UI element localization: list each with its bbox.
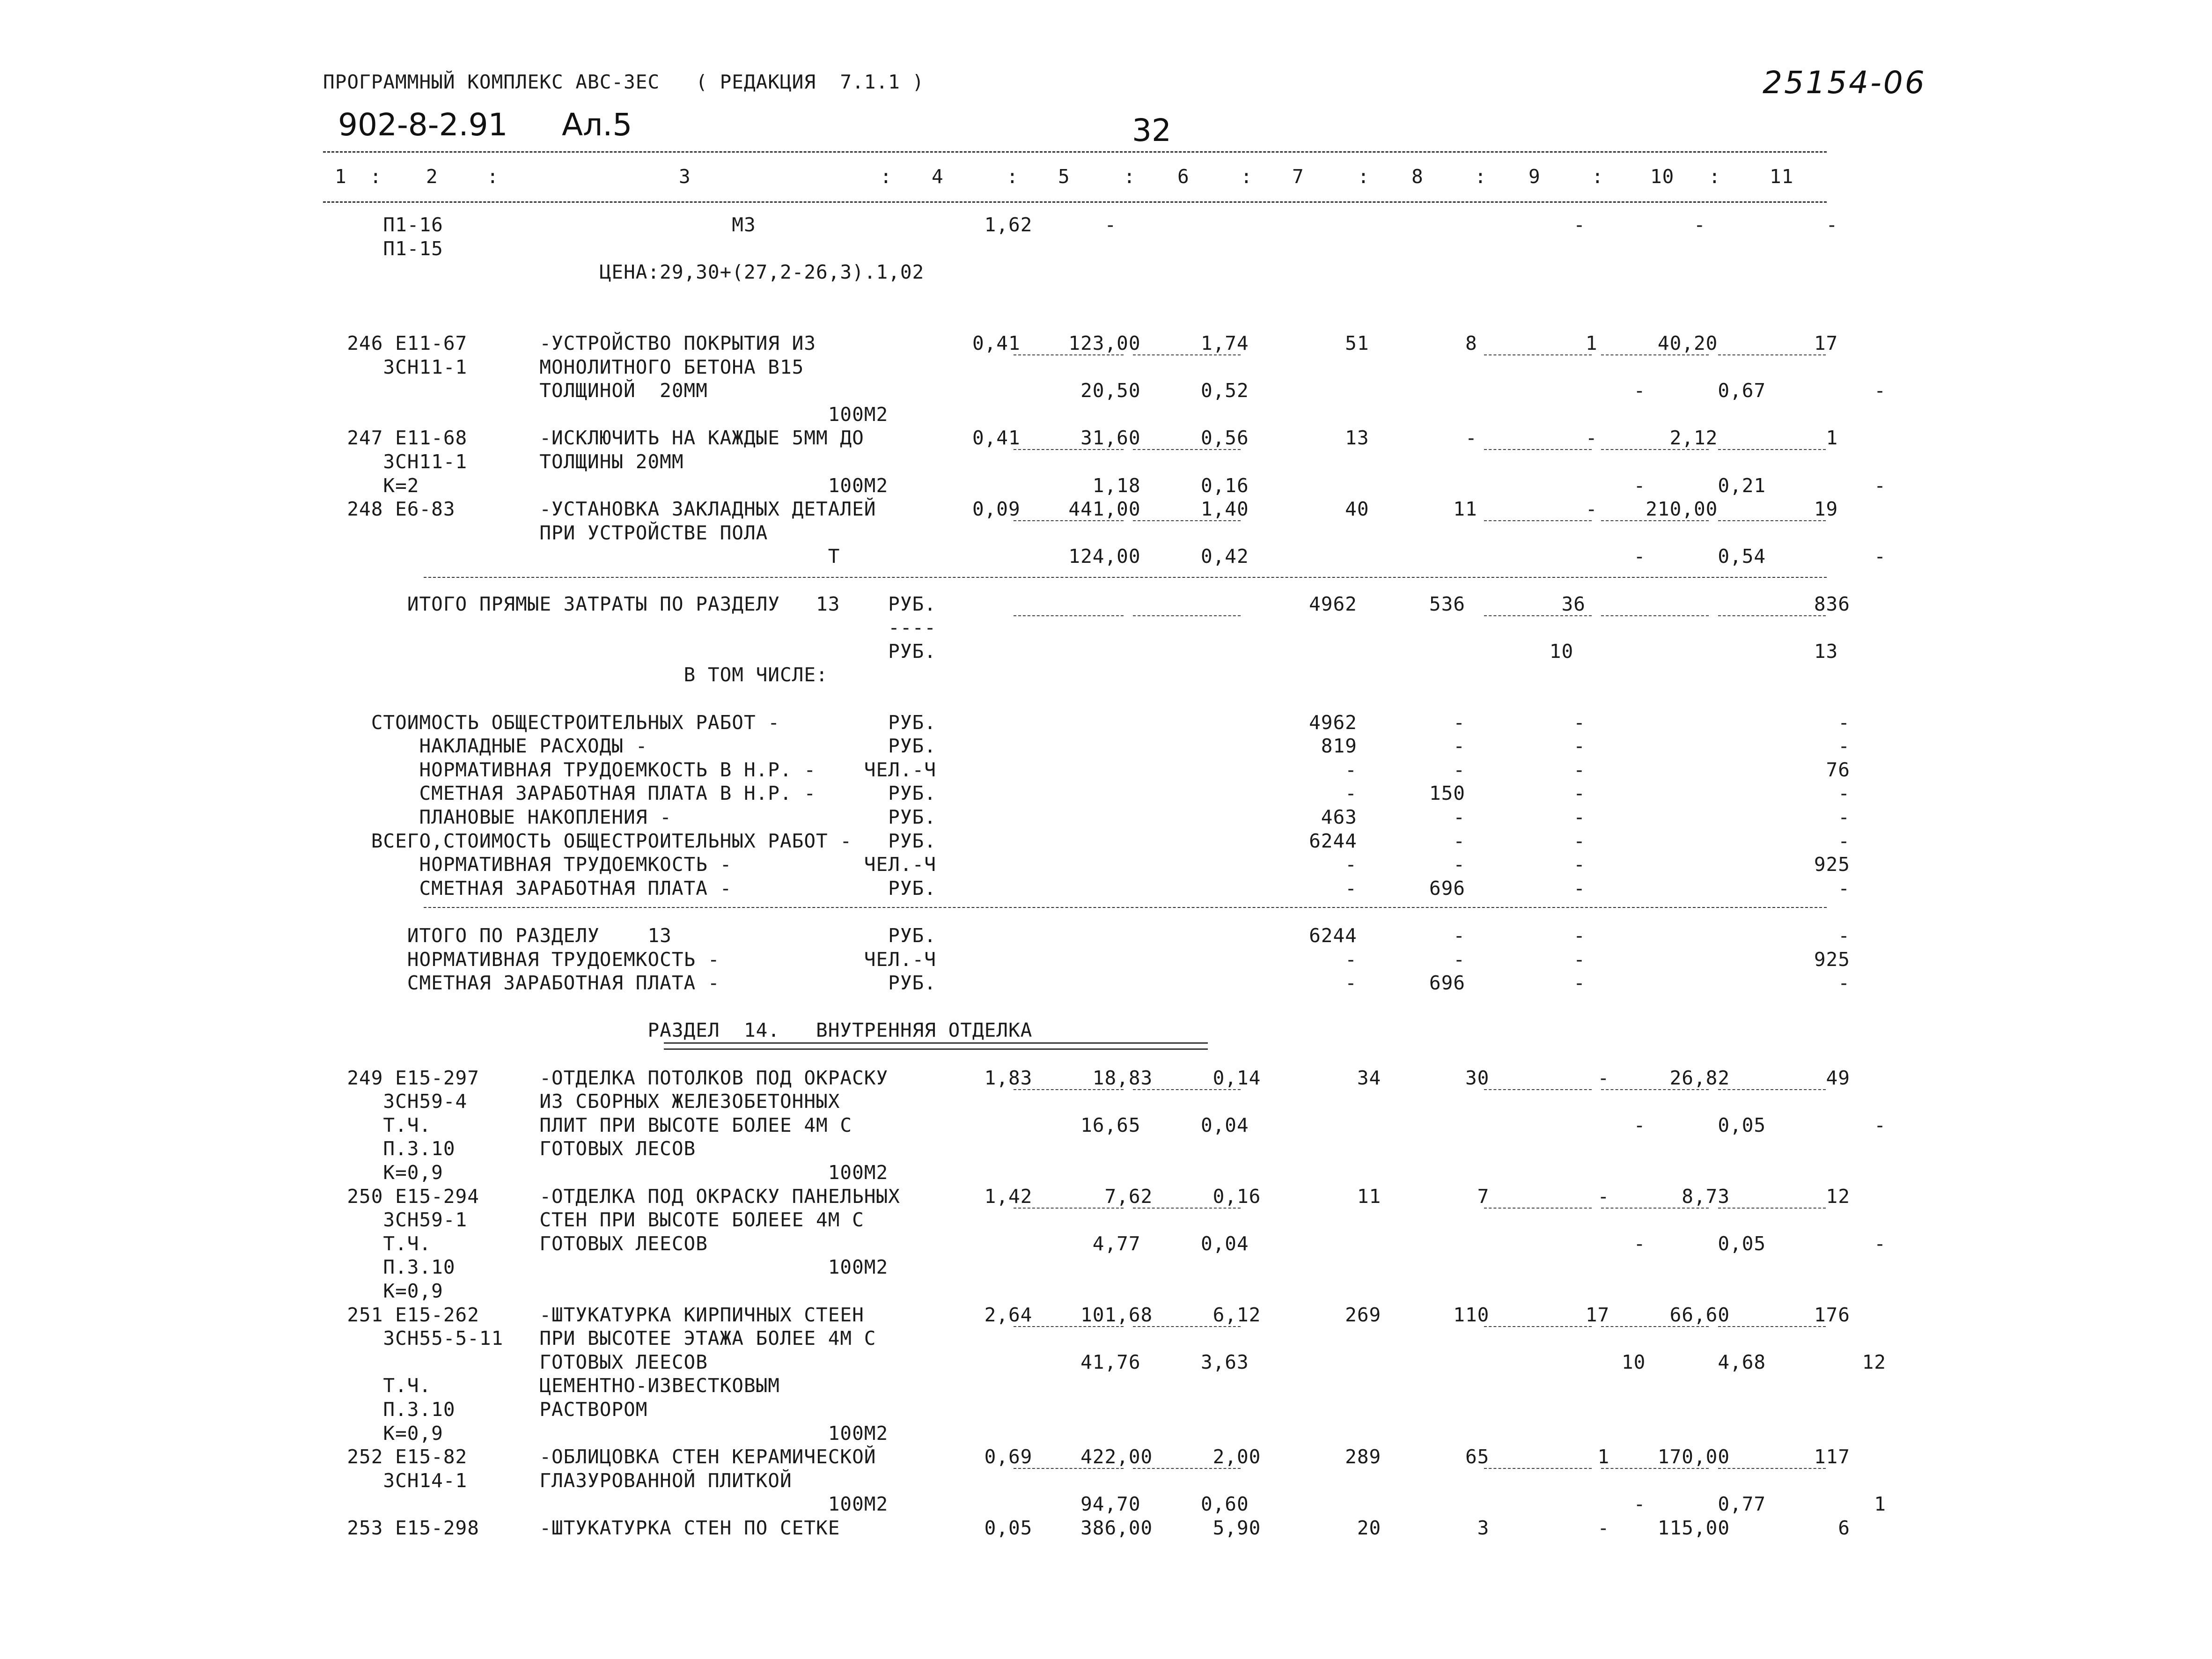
subtotal-rule xyxy=(1014,449,1124,450)
table-line: НОРМАТИВНАЯ ТРУДОЕМКОСТЬ В Н.Р. - ЧЕЛ.-Ч - - - 76 xyxy=(323,758,1850,781)
table-line: ГОТОВЫХ ЛЕЕСОВ 41,76 3,63 10 4,68 12 xyxy=(323,1350,1886,1373)
subtotal-rule xyxy=(1484,615,1592,616)
table-line: ВСЕГО,СТОИМОСТЬ ОБЩЕСТРОИТЕЛЬНЫХ РАБОТ - РУБ. 6244 - - - xyxy=(323,829,1850,852)
page-number: 32 xyxy=(1132,112,1171,148)
subtotal-rule xyxy=(1718,520,1826,521)
table-line: ЗСН11-1 МОНОЛИТНОГО БЕТОНА В15 xyxy=(323,355,804,378)
subtotal-rule xyxy=(1601,354,1709,355)
subtotal-rule xyxy=(1484,354,1592,355)
program-title: ПРОГРАММНЫЙ КОМПЛЕКС АВС-ЗЕС ( РЕДАКЦИЯ 7.1.1 ) xyxy=(323,71,925,93)
subtotal-rule xyxy=(1014,1326,1124,1327)
table-line: ЗСН59-1 СТЕН ПРИ ВЫСОТЕ БОЛЕЕЕ 4М С xyxy=(323,1209,864,1231)
column-number: 4 xyxy=(932,165,944,188)
column-separator: : xyxy=(1592,165,1604,188)
table-line: СМЕТНАЯ ЗАРАБОТНАЯ ПЛАТА - РУБ. - 696 - - xyxy=(323,877,1850,900)
table-line: ЗСН55-5-11 ПРИ ВЫСОТЕЕ ЭТАЖА БОЛЕЕ 4М С xyxy=(323,1327,876,1350)
subtotal-rule xyxy=(1014,354,1124,355)
table-line: Т 124,00 0,42 - 0,54 - xyxy=(323,545,1886,568)
subtotal-rule xyxy=(1133,354,1241,355)
table-line: ИТОГО ПО РАЗДЕЛУ 13 РУБ. 6244 - - - xyxy=(323,924,1850,947)
subtotal-rule xyxy=(1133,449,1241,450)
column-number: 7 xyxy=(1292,165,1304,188)
column-separator: : xyxy=(1358,165,1370,188)
table-line: ПРИ УСТРОЙСТВЕ ПОЛА xyxy=(323,521,768,544)
table-line: ТОЛЩИНОЙ 20ММ 20,50 0,52 - 0,67 - xyxy=(323,379,1886,402)
table-line: СМЕТНАЯ ЗАРАБОТНАЯ ПЛАТА - РУБ. - 696 - - xyxy=(323,972,1850,995)
table-line: 249 Е15-297 -ОТДЕЛКА ПОТОЛКОВ ПОД ОКРАСКУ 1,83 18,83 0,14 34 30 - 26,82 49 xyxy=(323,1066,1850,1089)
subtotal-rule xyxy=(1718,1089,1826,1090)
column-separator: : xyxy=(1124,165,1136,188)
table-line: РАЗДЕЛ 14. ВНУТРЕННЯЯ ОТДЕЛКА xyxy=(323,1019,1033,1042)
subtotal-rule xyxy=(1014,1089,1124,1090)
column-number: 5 xyxy=(1058,165,1070,188)
table-line: 248 Е6-83 -УСТАНОВКА ЗАКЛАДНЫХ ДЕТАЛЕЙ 0,09 441,00 1,40 40 11 - 210,00 19 xyxy=(323,498,1838,521)
column-separator: : xyxy=(1241,165,1253,188)
subtotal-rule xyxy=(1601,1089,1709,1090)
section-rule-2 xyxy=(424,907,1827,908)
subtotal-rule xyxy=(1133,1208,1241,1209)
subtotal-rule xyxy=(1014,615,1124,616)
table-line: 251 Е15-262 -ШТУКАТУРКА КИРПИЧНЫХ СТЕЕН 2,64 101,68 6,12 269 110 17 66,60 176 xyxy=(323,1303,1850,1326)
subtotal-rule xyxy=(1133,615,1241,616)
table-line: ЗСН11-1 ТОЛЩИНЫ 20ММ xyxy=(323,450,684,473)
table-line: Т.Ч. ПЛИТ ПРИ ВЫСОТЕ БОЛЕЕ 4М С 16,65 0,04 - 0,05 - xyxy=(323,1113,1886,1136)
column-number: 9 xyxy=(1529,165,1541,188)
subtotal-rule xyxy=(1014,1208,1124,1209)
column-separator: : xyxy=(370,165,382,188)
subtotal-rule xyxy=(1484,449,1592,450)
table-line: В ТОМ ЧИСЛЕ: xyxy=(323,664,828,686)
table-line: ЗСН59-4 ИЗ СБОРНЫХ ЖЕЛЕЗОБЕТОННЫХ xyxy=(323,1090,840,1113)
section-title-underline xyxy=(664,1042,1208,1050)
subtotal-rule xyxy=(1484,1468,1592,1469)
subtotal-rule xyxy=(1601,1468,1709,1469)
table-line: 253 Е15-298 -ШТУКАТУРКА СТЕН ПО СЕТКЕ 0,05 386,00 5,90 20 3 - 115,00 6 xyxy=(323,1517,1850,1539)
table-line: 252 Е15-82 -ОБЛИЦОВКА СТЕН КЕРАМИЧЕСКОЙ 0,69 422,00 2,00 289 65 1 170,00 117 xyxy=(323,1445,1850,1468)
subtotal-rule xyxy=(1601,615,1709,616)
subtotal-rule xyxy=(1718,1468,1826,1469)
table-line: 250 Е15-294 -ОТДЕЛКА ПОД ОКРАСКУ ПАНЕЛЬНЫХ 1,42 7,62 0,16 11 7 - 8,73 12 xyxy=(323,1185,1850,1208)
subtotal-rule xyxy=(1601,1208,1709,1209)
column-separator: : xyxy=(1475,165,1487,188)
subtotal-rule xyxy=(1014,1468,1124,1469)
subtotal-rule xyxy=(1133,1326,1241,1327)
column-number: 8 xyxy=(1411,165,1424,188)
subtotal-rule xyxy=(1718,449,1826,450)
header-rule-top xyxy=(323,151,1827,153)
table-line: П.3.10 100М2 xyxy=(323,1256,889,1279)
table-line: ИТОГО ПРЯМЫЕ ЗАТРАТЫ ПО РАЗДЕЛУ 13 РУБ. 4962 536 36 836 xyxy=(323,592,1850,615)
table-line: 100М2 xyxy=(323,403,889,426)
subtotal-rule xyxy=(1718,1326,1826,1327)
column-number: 11 xyxy=(1770,165,1794,188)
column-number: 3 xyxy=(679,165,691,188)
subtotal-rule xyxy=(1133,520,1241,521)
column-separator: : xyxy=(487,165,499,188)
subtotal-rule xyxy=(1718,615,1826,616)
document-number: 902-8-2.91 xyxy=(338,107,508,143)
table-line: К=0,9 xyxy=(323,1280,443,1302)
table-line: К=0,9 100М2 xyxy=(323,1161,889,1184)
subtotal-rule xyxy=(1133,1468,1241,1469)
table-line: К=0,9 100М2 xyxy=(323,1422,889,1445)
subtotal-rule xyxy=(1014,520,1124,521)
table-line: ЦЕНА:29,30+(27,2-26,3).1,02 xyxy=(323,261,925,284)
column-number: 6 xyxy=(1177,165,1190,188)
table-line: П1-15 xyxy=(323,237,443,260)
table-line: 100М2 94,70 0,60 - 0,77 1 xyxy=(323,1493,1886,1516)
table-line: СМЕТНАЯ ЗАРАБОТНАЯ ПЛАТА В Н.Р. - РУБ. - 150 - - xyxy=(323,782,1850,805)
subtotal-rule xyxy=(1718,1208,1826,1209)
table-line: П.3.10 РАСТВОРОМ xyxy=(323,1398,648,1421)
subtotal-rule xyxy=(1601,1326,1709,1327)
table-line: Т.Ч. ГОТОВЫХ ЛЕЕСОВ 4,77 0,04 - 0,05 - xyxy=(323,1232,1886,1255)
subtotal-rule xyxy=(1484,1326,1592,1327)
table-line: НАКЛАДНЫЕ РАСХОДЫ - РУБ. 819 - - - xyxy=(323,735,1850,758)
column-number: 1 xyxy=(335,165,347,188)
column-separator: : xyxy=(1007,165,1019,188)
table-line: ЗСН14-1 ГЛАЗУРОВАННОЙ ПЛИТКОЙ xyxy=(323,1469,792,1492)
table-line: НОРМАТИВНАЯ ТРУДОЕМКОСТЬ - ЧЕЛ.-Ч - - - 925 xyxy=(323,853,1850,876)
subtotal-rule xyxy=(1718,354,1826,355)
header-rule-bottom xyxy=(323,201,1827,203)
table-line: П1-16 М3 1,62 - - - - xyxy=(323,214,1838,236)
column-number: 10 xyxy=(1650,165,1675,188)
subtotal-rule xyxy=(1601,520,1709,521)
subtotal-rule xyxy=(1601,449,1709,450)
section-rule-1 xyxy=(424,577,1827,578)
subtotal-rule xyxy=(1484,1089,1592,1090)
table-line: 246 Е11-67 -УСТРОЙСТВО ПОКРЫТИЯ ИЗ 0,41 123,00 1,74 51 8 1 40,20 17 xyxy=(323,332,1838,354)
subtotal-rule xyxy=(1133,1089,1241,1090)
column-separator: : xyxy=(1709,165,1721,188)
column-number: 2 xyxy=(426,165,438,188)
table-line: ПЛАНОВЫЕ НАКОПЛЕНИЯ - РУБ. 463 - - - xyxy=(323,806,1850,828)
table-line: К=2 100М2 1,18 0,16 - 0,21 - xyxy=(323,474,1886,497)
table-line: СТОИМОСТЬ ОБЩЕСТРОИТЕЛЬНЫХ РАБОТ - РУБ. 4962 - - - xyxy=(323,711,1850,734)
table-line: РУБ. 10 13 xyxy=(323,640,1838,663)
subtotal-rule xyxy=(1484,520,1592,521)
stamp-number: 25154-06 xyxy=(1763,65,1926,101)
subtotal-rule xyxy=(1484,1208,1592,1209)
column-separator: : xyxy=(880,165,892,188)
album-label: Ал.5 xyxy=(562,107,632,143)
table-line: НОРМАТИВНАЯ ТРУДОЕМКОСТЬ - ЧЕЛ.-Ч - - - 925 xyxy=(323,948,1850,971)
table-line: 247 Е11-68 -ИСКЛЮЧИТЬ НА КАЖДЫЕ 5ММ ДО 0,41 31,60 0,56 13 - - 2,12 1 xyxy=(323,427,1838,450)
table-line: Т.Ч. ЦЕМЕНТНО-ИЗВЕСТКОВЫМ xyxy=(323,1374,780,1397)
table-line: ---- xyxy=(323,616,936,639)
table-line: П.3.10 ГОТОВЫХ ЛЕСОВ xyxy=(323,1137,696,1160)
